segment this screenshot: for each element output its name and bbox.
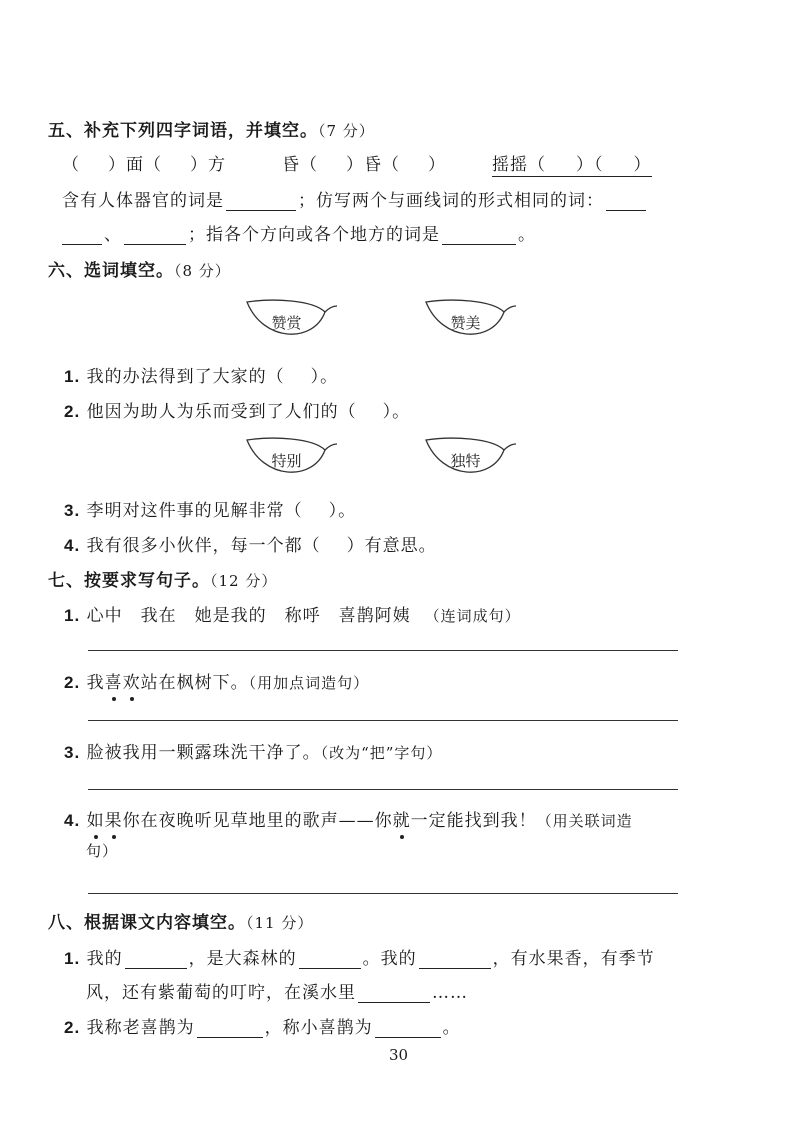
paren-open: （ bbox=[62, 155, 80, 175]
dotted-char: 喜 bbox=[104, 673, 123, 693]
section7-question3 bbox=[64, 738, 442, 763]
section6-heading bbox=[48, 256, 231, 281]
text: 含有人体器官的词是 bbox=[62, 191, 224, 211]
section8-question2 bbox=[64, 1013, 461, 1038]
paren-close: ） bbox=[633, 155, 652, 175]
section7-question2 bbox=[64, 668, 369, 693]
section6-points: （8 分） bbox=[174, 262, 231, 280]
text: 一定能找到我！ bbox=[410, 811, 537, 831]
word-part: ）（ bbox=[576, 155, 604, 175]
answer-line[interactable] bbox=[88, 650, 678, 651]
fill-blank[interactable] bbox=[442, 226, 516, 245]
word-part: ）面（ bbox=[108, 155, 162, 175]
fill-blank[interactable] bbox=[124, 226, 186, 245]
question-number: 2. bbox=[64, 402, 81, 421]
section7-heading bbox=[48, 566, 277, 591]
text: 我 bbox=[86, 673, 105, 693]
section5-heading bbox=[48, 116, 375, 141]
text: ，是大森林的 bbox=[188, 949, 297, 969]
dotted-char: 就 bbox=[392, 811, 411, 831]
leaf-word-card bbox=[422, 296, 517, 344]
text: 我的 bbox=[86, 949, 123, 969]
question-number: 4. bbox=[64, 811, 81, 830]
page-number: 30 bbox=[389, 1046, 409, 1064]
question-text: 他因为助人为乐而受到了人们的（ bbox=[86, 402, 357, 422]
question-text: 我的办法得到了大家的（ bbox=[86, 367, 285, 387]
question-text: 我有很多小伙伴，每一个都（ bbox=[86, 536, 321, 556]
answer-line[interactable] bbox=[88, 893, 678, 894]
section6-title: 六、选词填空。 bbox=[48, 261, 174, 281]
leaf-word: 赞赏 bbox=[271, 314, 302, 332]
question-text: 心中 我在 她是我的 称呼 喜鹊阿姨 bbox=[86, 606, 411, 626]
fill-blank[interactable] bbox=[62, 226, 102, 245]
section5-points: （7 分） bbox=[318, 122, 375, 140]
answer-line[interactable] bbox=[88, 720, 678, 721]
text: ，有水果香，有季节 bbox=[492, 949, 655, 969]
dotted-char: 欢 bbox=[122, 673, 141, 693]
question-hint: （改为“把”字句） bbox=[320, 744, 443, 762]
leaf-word-card bbox=[243, 434, 338, 482]
text: ；仿写两个与画线词的形式相同的词： bbox=[298, 191, 604, 211]
word-part: ） bbox=[428, 155, 446, 175]
question-hint: （用关联词造 bbox=[536, 812, 633, 830]
section8-heading bbox=[48, 908, 313, 933]
section8-title: 八、根据课文内容填空。 bbox=[48, 913, 246, 933]
fill-blank[interactable] bbox=[299, 950, 361, 969]
question-number: 1. bbox=[64, 367, 81, 386]
text: 。 bbox=[442, 1018, 461, 1038]
section8-question1 bbox=[64, 944, 655, 969]
section5-row1-item1 bbox=[62, 150, 226, 175]
section7-title: 七、按要求写句子。 bbox=[48, 571, 210, 591]
leaf-word-card bbox=[422, 434, 517, 482]
text: ）。 bbox=[328, 501, 357, 521]
word-part: ）昏（ bbox=[346, 155, 400, 175]
text: 你在夜晚听见草地里的歌声——你 bbox=[122, 811, 393, 831]
text: 我称老喜鹊为 bbox=[86, 1018, 195, 1038]
question-number: 2. bbox=[64, 673, 81, 692]
answer-line[interactable] bbox=[88, 789, 678, 790]
fill-blank[interactable] bbox=[226, 192, 296, 211]
fill-blank[interactable] bbox=[606, 192, 646, 211]
paren-open: （ bbox=[528, 155, 546, 175]
section6-question2 bbox=[64, 397, 410, 422]
question-text: 脸被我用一颗露珠洗干净了。 bbox=[86, 743, 321, 763]
section7-question1 bbox=[64, 601, 521, 626]
section7-question4 bbox=[64, 806, 633, 831]
text: ）有意思。 bbox=[346, 536, 437, 556]
section5-row1-item3 bbox=[492, 150, 652, 175]
leaf-word: 特别 bbox=[271, 452, 302, 470]
text: ；指各个方向或各个地方的词是 bbox=[188, 225, 440, 245]
section7-points: （12 分） bbox=[210, 572, 278, 590]
section5-row1-item2 bbox=[282, 150, 446, 175]
leaf-word: 独特 bbox=[450, 452, 481, 470]
section6-question1 bbox=[64, 362, 338, 387]
text: …… bbox=[432, 983, 468, 1003]
fill-blank[interactable] bbox=[419, 950, 491, 969]
question-hint: （连词成句） bbox=[424, 607, 521, 625]
text: 。 bbox=[518, 225, 536, 245]
question-number: 3. bbox=[64, 501, 81, 520]
question-number: 4. bbox=[64, 536, 81, 555]
word-part: 摇摇 bbox=[492, 155, 528, 175]
dotted-char: 果 bbox=[104, 811, 123, 831]
fill-blank[interactable] bbox=[375, 1019, 441, 1038]
text: ）。 bbox=[310, 367, 339, 387]
text: 风，还有紫葡萄的叮咛，在溪水里 bbox=[86, 983, 356, 1003]
fill-blank[interactable] bbox=[197, 1019, 263, 1038]
question-text: 李明对这件事的见解非常（ bbox=[86, 501, 303, 521]
dotted-char: 如 bbox=[86, 811, 105, 831]
question-number: 2. bbox=[64, 1018, 81, 1037]
section7-question4-cont bbox=[86, 840, 118, 861]
text: ，称小喜鹊为 bbox=[264, 1018, 373, 1038]
fill-blank[interactable] bbox=[125, 950, 187, 969]
section6-question4 bbox=[64, 531, 437, 556]
text: 、 bbox=[104, 225, 122, 245]
question-number: 1. bbox=[64, 949, 81, 968]
section5-title: 五、补充下列四字词语，并填空。 bbox=[48, 121, 318, 141]
leaf-word: 赞美 bbox=[450, 314, 481, 332]
word-part: 昏（ bbox=[282, 155, 318, 175]
word-part: ）方 bbox=[190, 155, 226, 175]
section5-line3 bbox=[62, 220, 536, 245]
text: 。我的 bbox=[362, 949, 417, 969]
text: ）。 bbox=[382, 402, 411, 422]
question-hint: （用加点词造句） bbox=[248, 674, 370, 692]
question-number: 3. bbox=[64, 743, 81, 762]
text: 站在枫树下。 bbox=[140, 673, 249, 693]
question-hint: 句） bbox=[86, 842, 119, 860]
leaf-word-card bbox=[243, 296, 338, 344]
underlined-word bbox=[492, 155, 652, 177]
section6-question3 bbox=[64, 496, 356, 521]
fill-blank[interactable] bbox=[358, 984, 430, 1003]
question-number: 1. bbox=[64, 606, 81, 625]
section8-question1-cont bbox=[86, 978, 468, 1003]
section5-line2 bbox=[62, 186, 648, 211]
section8-points: （11 分） bbox=[246, 914, 314, 932]
